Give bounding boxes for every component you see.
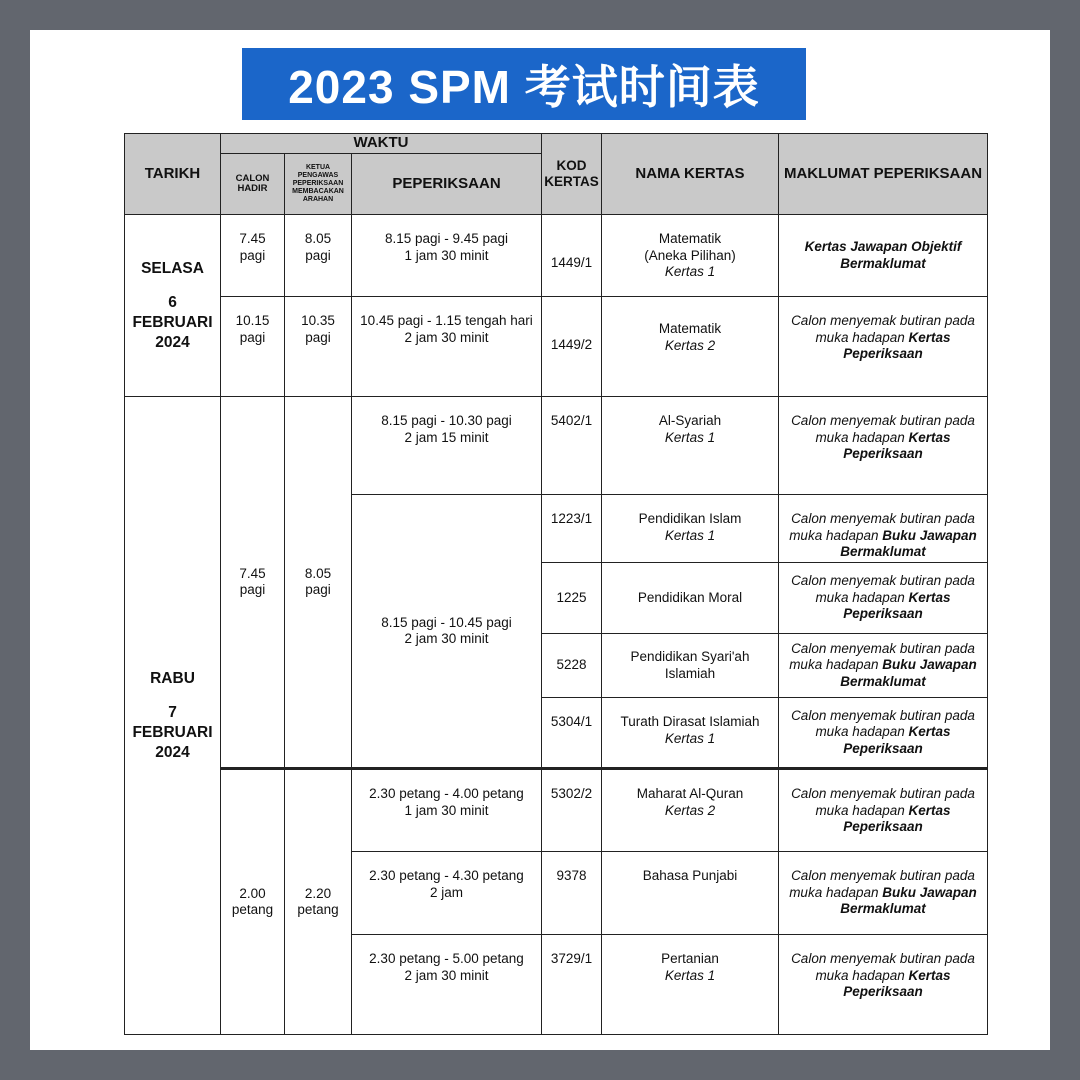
ketua-cell: 10.35 pagi bbox=[285, 297, 352, 397]
date-number: 7 bbox=[168, 703, 177, 721]
date-year: 2024 bbox=[155, 743, 190, 761]
exam-info-cell: Calon menyemak butiran pada muka hadapan Kertas Peperiksaan bbox=[779, 563, 988, 634]
date-cell bbox=[125, 397, 221, 1035]
ketua-cell: 8.05 pagi bbox=[285, 215, 352, 297]
paper-name-cell: Matematik Kertas 2 bbox=[602, 297, 779, 397]
table-row bbox=[125, 297, 988, 397]
date-month: FEBRUARI bbox=[132, 313, 213, 331]
exam-info-cell: Calon menyemak butiran pada muka hadapan Buku Jawapan Bermaklumat bbox=[779, 495, 988, 563]
header-ketua-pengawas: KETUA PENGAWAS PEPERIKSAAN MEMBACAKAN ARAHAN bbox=[285, 154, 352, 215]
exam-time-cell: 2.30 petang - 4.00 petang 1 jam 30 minit bbox=[352, 769, 542, 852]
calon-hadir-cell: 10.15 pagi bbox=[221, 297, 285, 397]
paper-code: 9378 bbox=[542, 852, 602, 935]
header-peperiksaan: PEPERIKSAAN bbox=[352, 154, 542, 215]
table-row bbox=[125, 397, 988, 495]
exam-info-cell: Calon menyemak butiran pada muka hadapan Buku Jawapan Bermaklumat bbox=[779, 852, 988, 935]
header-maklumat: MAKLUMAT PEPERIKSAAN bbox=[779, 134, 988, 215]
date-cell bbox=[125, 215, 221, 397]
calon-hadir-cell: 7.45 pagi bbox=[221, 397, 285, 769]
paper-name-cell: Turath Dirasat Islamiah Kertas 1 bbox=[602, 698, 779, 769]
exam-time-cell: 8.15 pagi - 9.45 pagi 1 jam 30 minit bbox=[352, 215, 542, 297]
paper-code: 1225 bbox=[542, 563, 602, 634]
day-name: SELASA bbox=[141, 259, 204, 277]
paper-name-cell: Al-Syariah Kertas 1 bbox=[602, 397, 779, 495]
calon-hadir-cell: 2.00 petang bbox=[221, 769, 285, 1035]
paper-code: 1223/1 bbox=[542, 495, 602, 563]
exam-time-cell: 2.30 petang - 5.00 petang 2 jam 30 minit bbox=[352, 935, 542, 1035]
date-year: 2024 bbox=[155, 333, 190, 351]
table-row bbox=[125, 215, 988, 297]
paper-name-cell: Pertanian Kertas 1 bbox=[602, 935, 779, 1035]
exam-time-cell: 8.15 pagi - 10.45 pagi 2 jam 30 minit bbox=[352, 495, 542, 769]
paper-name-cell: Pendidikan Moral bbox=[602, 563, 779, 634]
exam-info-cell: Calon menyemak butiran pada muka hadapan Kertas Peperiksaan bbox=[779, 935, 988, 1035]
page-title: 2023 SPM 考试时间表 bbox=[242, 48, 806, 120]
header-nama-kertas: NAMA KERTAS bbox=[602, 134, 779, 215]
exam-time-cell: 2.30 petang - 4.30 petang 2 jam bbox=[352, 852, 542, 935]
day-name: RABU bbox=[150, 669, 195, 687]
date-number: 6 bbox=[168, 293, 177, 311]
header-kod-kertas: KOD KERTAS bbox=[542, 134, 602, 215]
exam-time-cell: 8.15 pagi - 10.30 pagi 2 jam 15 minit bbox=[352, 397, 542, 495]
header-waktu: WAKTU bbox=[221, 134, 542, 154]
date-month: FEBRUARI bbox=[132, 723, 213, 741]
paper-code: 5302/2 bbox=[542, 769, 602, 852]
header-calon-hadir: CALON HADIR bbox=[221, 154, 285, 215]
calon-hadir-cell: 7.45 pagi bbox=[221, 215, 285, 297]
paper-code: 5228 bbox=[542, 634, 602, 698]
paper-name-cell: Bahasa Punjabi bbox=[602, 852, 779, 935]
ketua-cell: 8.05 pagi bbox=[285, 397, 352, 769]
paper-code: 3729/1 bbox=[542, 935, 602, 1035]
exam-info-cell: Calon menyemak butiran pada muka hadapan Kertas Peperiksaan bbox=[779, 698, 988, 769]
header-tarikh: TARIKH bbox=[125, 134, 221, 215]
paper-code: 5402/1 bbox=[542, 397, 602, 495]
paper-name-cell: Pendidikan Syari'ah Islamiah bbox=[602, 634, 779, 698]
exam-info-cell: Calon menyemak butiran pada muka hadapan Kertas Peperiksaan bbox=[779, 297, 988, 397]
exam-info-cell: Kertas Jawapan Objektif Bermaklumat bbox=[779, 215, 988, 297]
ketua-cell: 2.20 petang bbox=[285, 769, 352, 1035]
exam-info-cell: Calon menyemak butiran pada muka hadapan Buku Jawapan Bermaklumat bbox=[779, 634, 988, 698]
paper-code: 1449/1 bbox=[542, 215, 602, 297]
paper-name-cell: Matematik (Aneka Pilihan) Kertas 1 bbox=[602, 215, 779, 297]
exam-info-cell: Calon menyemak butiran pada muka hadapan Kertas Peperiksaan bbox=[779, 397, 988, 495]
paper-name-cell: Maharat Al-Quran Kertas 2 bbox=[602, 769, 779, 852]
paper-code: 5304/1 bbox=[542, 698, 602, 769]
paper-code: 1449/2 bbox=[542, 297, 602, 397]
paper-name-cell: Pendidikan Islam Kertas 1 bbox=[602, 495, 779, 563]
exam-info-cell: Calon menyemak butiran pada muka hadapan Kertas Peperiksaan bbox=[779, 769, 988, 852]
exam-timetable bbox=[124, 133, 988, 1035]
table-row bbox=[125, 769, 988, 852]
exam-time-cell: 10.45 pagi - 1.15 tengah hari 2 jam 30 minit bbox=[352, 297, 542, 397]
